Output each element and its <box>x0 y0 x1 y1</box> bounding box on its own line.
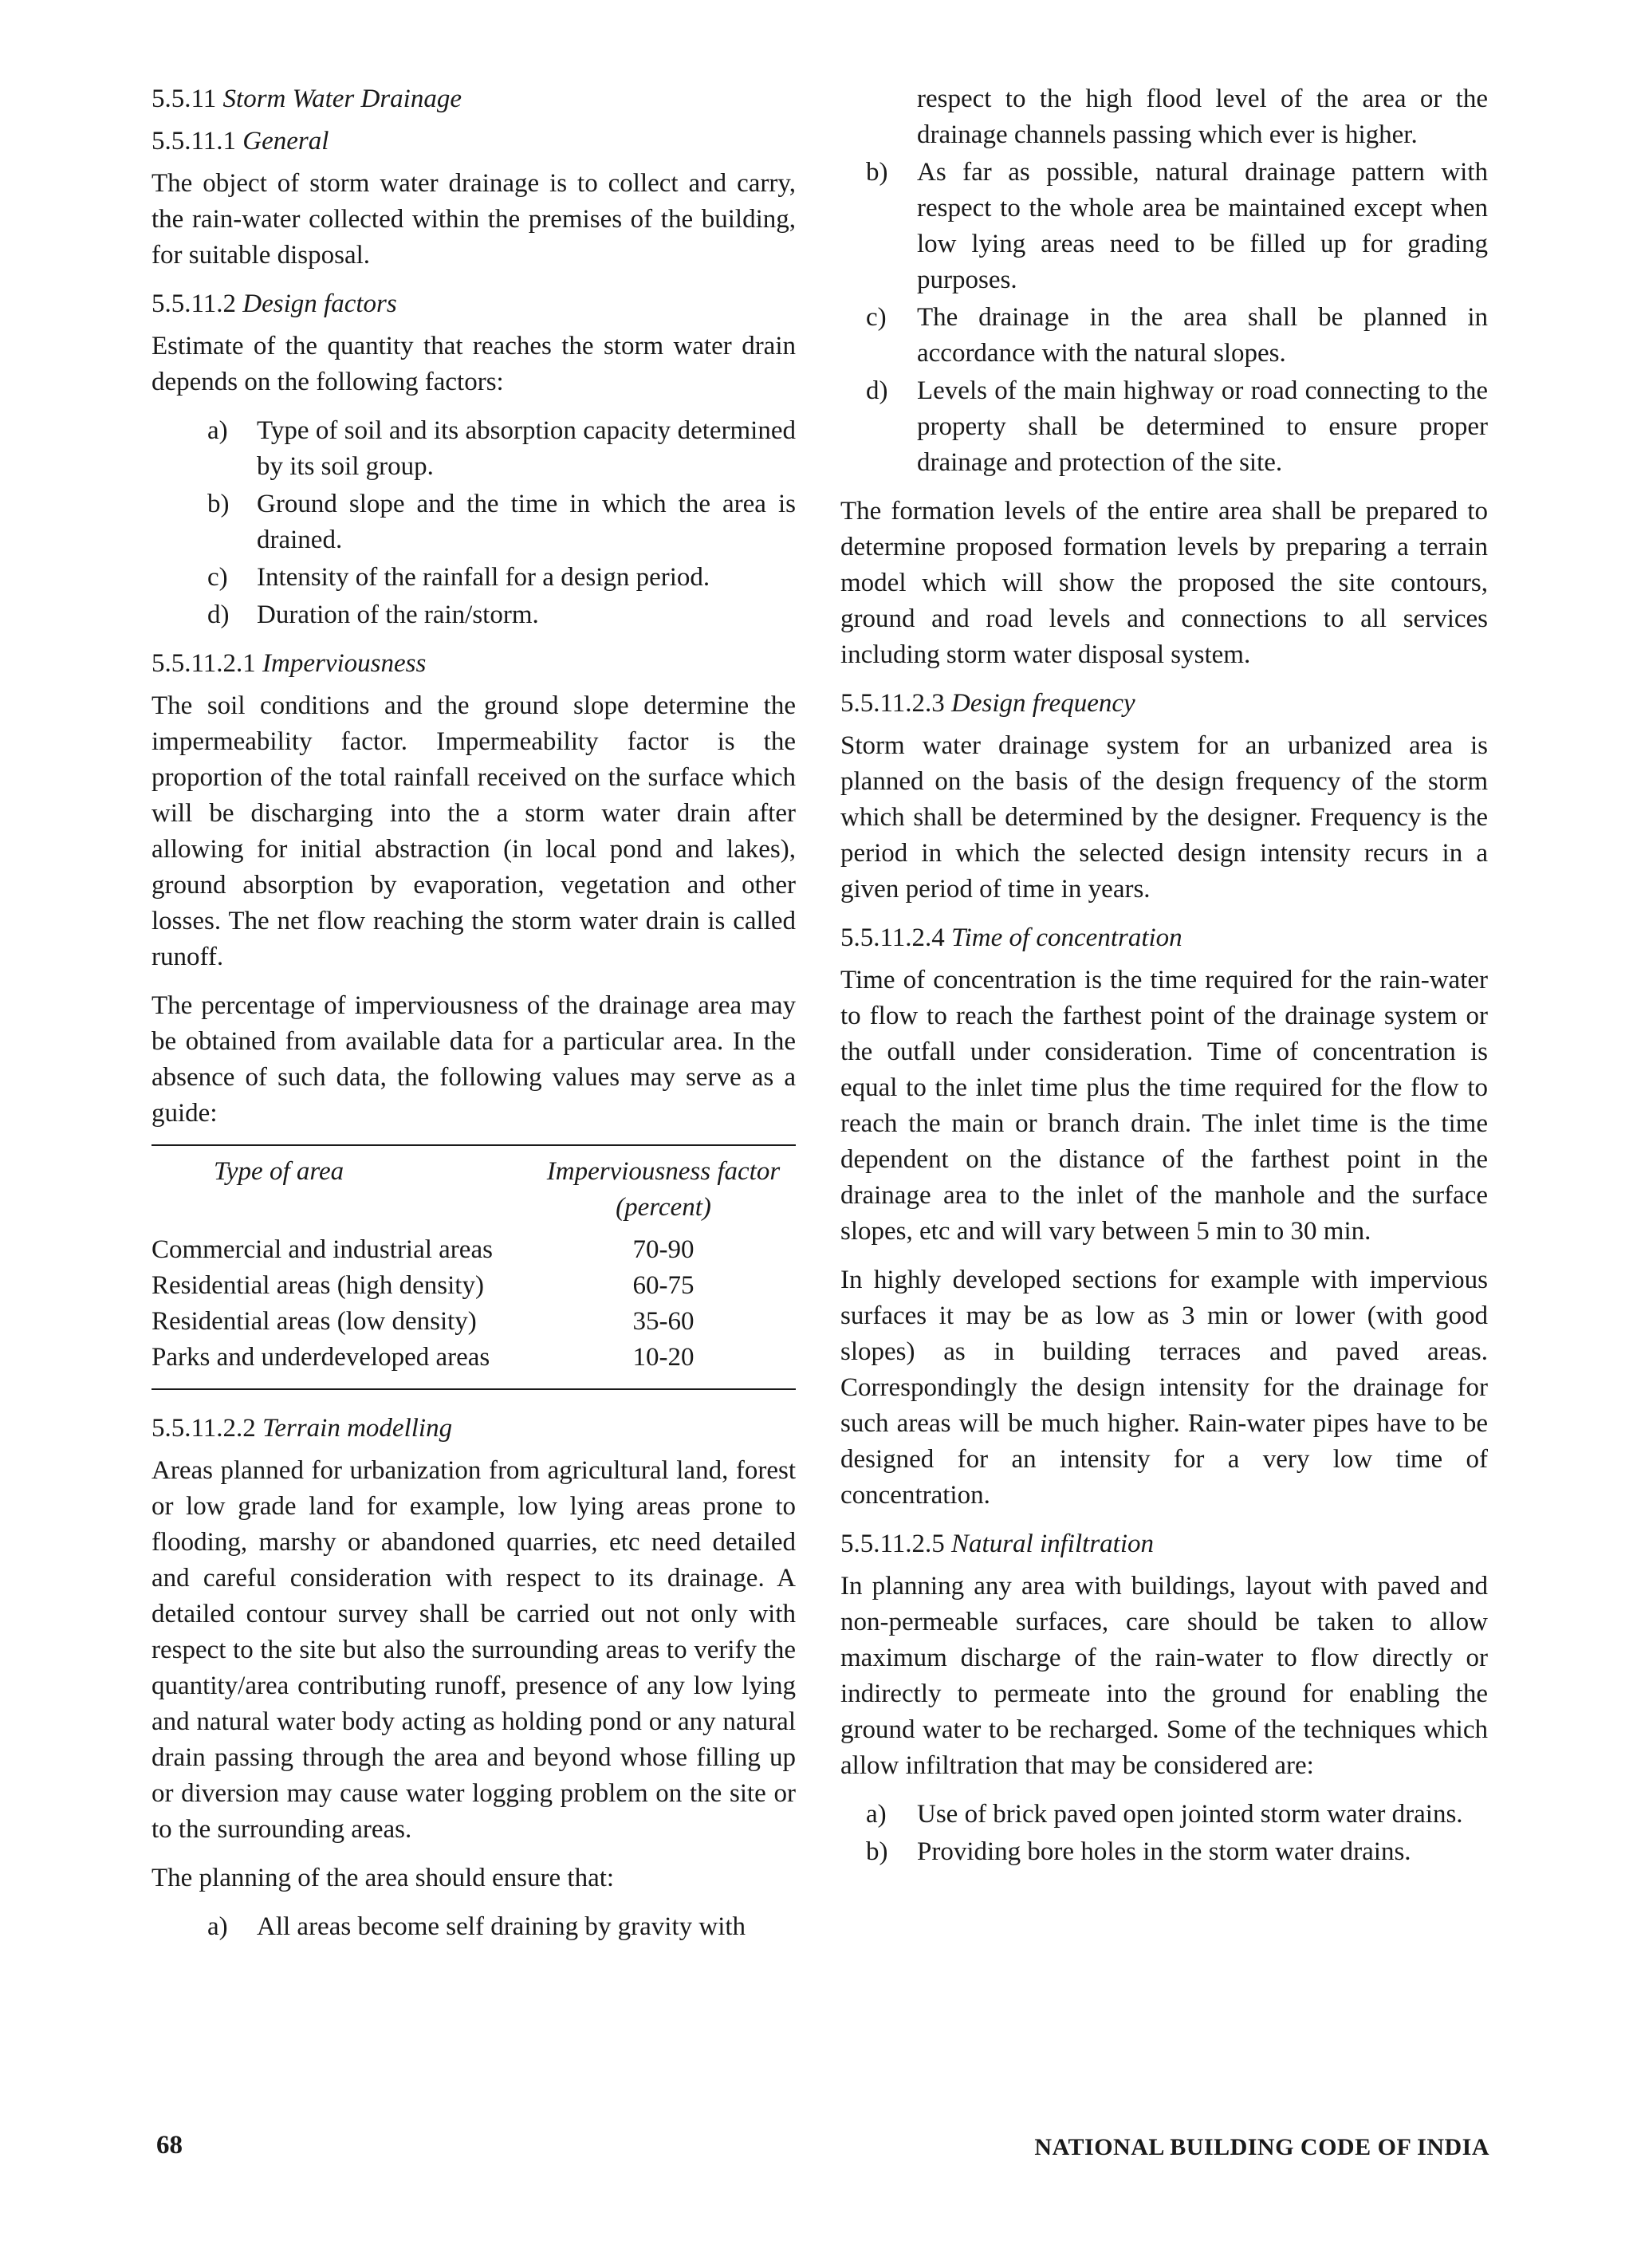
table-row <box>151 1268 796 1304</box>
paragraph-infiltration: In planning any area with buildings, layout with paved and non-permeable surfaces, care should be taken to allow maximum discharge of the rain-water to flow directly or indirectly to permeate into the ground for enabling the ground water to be recharged. Some of the techniques which allow infiltration that may be considered are: <box>840 1572 1488 1780</box>
heading-title: Design factors <box>242 289 397 318</box>
table-cell-area: Residential areas (low density) <box>151 1307 477 1336</box>
list-item <box>840 1834 1488 1870</box>
heading-title: Terrain modelling <box>262 1414 453 1443</box>
list-marker: d) <box>866 376 888 405</box>
paragraph-time-1: Time of concentration is the time required for the rain-water to flow to reach the farthest point of the drainage system or the outfall under consideration. Time of concentration is equal to the inlet time plus the time required for the flow to reach the main or branch drain. The inlet time is the time dependent on the distance of the farthest point in the drainage area to the inlet of the manhole and the surface slopes, etc and will vary between 5 min to 30 min. <box>840 966 1488 1246</box>
paragraph-formation-levels: The formation levels of the entire area shall be prepared to determine proposed formation levels by preparing a terrain model which will show the proposed the site contours, ground and road levels and connections to all services including storm water disposal system. <box>840 497 1488 669</box>
list-item <box>151 560 796 596</box>
list-item <box>840 300 1488 372</box>
table-cell-area: Residential areas (high density) <box>151 1271 484 1300</box>
list-text: Use of brick paved open jointed storm water drains. <box>917 1800 1463 1829</box>
table-header-row <box>151 1145 796 1232</box>
heading-title: General <box>242 127 329 156</box>
list-text: respect to the high flood level of the area or the drainage channels passing which ever is higher. <box>917 85 1488 149</box>
paragraph-factors-intro: Estimate of the quantity that reaches the storm water drain depends on the following factors: <box>151 332 796 396</box>
running-footer-title: NATIONAL BUILDING CODE OF INDIA <box>1034 2134 1489 2160</box>
table-cell-area: Commercial and industrial areas <box>151 1235 493 1264</box>
list-text: Ground slope and the time in which the area is drained. <box>257 490 796 554</box>
list-marker: b) <box>207 490 230 518</box>
column-header-line-1: Imperviousness factor <box>546 1157 781 1186</box>
list-text: Duration of the rain/storm. <box>257 600 539 629</box>
list-item <box>840 373 1488 481</box>
planning-list-start <box>151 1909 796 1945</box>
page-number: 68 <box>156 2131 183 2160</box>
list-item <box>151 486 796 558</box>
heading-title: Imperviousness <box>262 649 427 678</box>
heading-terrain-modelling <box>151 1411 796 1447</box>
heading-natural-infiltration <box>840 1526 1488 1562</box>
list-text: The drainage in the area shall be planned in accordance with the natural slopes. <box>917 303 1488 368</box>
heading-number: 5.5.11.2.2 <box>151 1414 256 1443</box>
heading-title: Time of concentration <box>951 923 1182 952</box>
list-item-continuation <box>840 81 1488 153</box>
list-marker: c) <box>866 303 887 332</box>
table-cell-value: 10-20 <box>632 1343 695 1372</box>
right-column <box>840 81 1488 1883</box>
list-marker: a) <box>866 1800 887 1829</box>
left-column <box>151 81 796 1958</box>
factors-list <box>151 413 796 633</box>
column-header-imperviousness <box>531 1145 796 1232</box>
heading-storm-water-drainage <box>151 81 796 117</box>
list-item <box>151 1909 796 1945</box>
list-marker: a) <box>207 1912 228 1941</box>
heading-number: 5.5.11.2.5 <box>840 1530 945 1558</box>
heading-number: 5.5.11.1 <box>151 127 237 156</box>
table-cell-area: Parks and underdeveloped areas <box>151 1343 490 1372</box>
heading-imperviousness <box>151 646 796 682</box>
list-item <box>840 1797 1488 1833</box>
list-text: Levels of the main highway or road connecting to the property shall be determined to ensure proper drainage and protection of the site. <box>917 376 1488 477</box>
heading-title: Design frequency <box>951 689 1135 718</box>
list-marker: b) <box>866 1837 888 1866</box>
table-row <box>151 1340 796 1389</box>
list-marker: d) <box>207 600 230 629</box>
heading-general <box>151 124 796 159</box>
heading-number: 5.5.11 <box>151 85 217 113</box>
list-item <box>151 597 796 633</box>
heading-number: 5.5.11.2 <box>151 289 237 318</box>
paragraph-time-2: In highly developed sections for example with impervious surfaces it may be as low as 3 min or lower (with good slopes) as in building terraces and paved areas. Correspondingly the design intensity for the drainage for such areas will be much higher. Rain-water pipes have to be designed for an intensity for a very low time of concentration. <box>840 1266 1488 1510</box>
table-cell-value: 35-60 <box>632 1307 695 1336</box>
list-marker-empty <box>840 81 917 153</box>
list-item <box>151 413 796 485</box>
table-cell-value: 60-75 <box>632 1271 695 1300</box>
heading-design-factors <box>151 286 796 322</box>
heading-title: Storm Water Drainage <box>222 85 462 113</box>
table-cell-value: 70-90 <box>632 1235 695 1264</box>
list-item <box>840 155 1488 298</box>
paragraph-frequency: Storm water drainage system for an urbanized area is planned on the basis of the design frequency of the storm which shall be determined by the designer. Frequency is the period in which the selected design intensity recurs in a given period of time in years. <box>840 731 1488 904</box>
heading-design-frequency <box>840 686 1488 722</box>
list-text: As far as possible, natural drainage pattern with respect to the whole area be maintained except when low lying areas need to be filled up for grading purposes. <box>917 158 1488 294</box>
techniques-list <box>840 1797 1488 1870</box>
heading-number: 5.5.11.2.3 <box>840 689 945 718</box>
paragraph-general: The object of storm water drainage is to collect and carry, the rain-water collected within the premises of the building, for suitable disposal. <box>151 169 796 270</box>
imperviousness-table <box>151 1144 796 1390</box>
paragraph-terrain: Areas planned for urbanization from agricultural land, forest or low grade land for example, low lying areas prone to flooding, marshy or abandoned quarries, etc need detailed and careful consideration with respect to its drainage. A detailed contour survey shall be carried out not only with respect to the site but also the surrounding areas to verify the quantity/area contributing runoff, presence of any low lying and natural water body acting as holding pond or any natural drain passing through the area and beyond whose filling up or diversion may cause water logging problem on the site or to the surrounding areas. <box>151 1456 796 1844</box>
paragraph-planning-intro: The planning of the area should ensure that: <box>151 1864 615 1892</box>
list-marker: a) <box>207 416 228 445</box>
list-text: Intensity of the rainfall for a design period. <box>257 563 710 592</box>
paragraph-imperviousness-2: The percentage of imperviousness of the drainage area may be obtained from available data for a particular area. In the absence of such data, the following values may serve as a guide: <box>151 991 796 1128</box>
column-header-line-2: (percent) <box>616 1193 711 1222</box>
list-text: Providing bore holes in the storm water drains. <box>917 1837 1411 1866</box>
list-marker: c) <box>207 563 228 592</box>
list-marker: b) <box>866 158 888 187</box>
planning-list-continued <box>840 81 1488 481</box>
paragraph-imperviousness-1: The soil conditions and the ground slope determine the impermeability factor. Impermeability factor is the proportion of the total rainfall received on the surface which will be discharging into the a storm water drain after allowing for initial abstraction (in local pond and lakes), ground absorption by evaporation, vegetation and other losses. The net flow reaching the storm water drain is called runoff. <box>151 691 796 971</box>
column-header-type-of-area: Type of area <box>214 1157 344 1186</box>
table-row <box>151 1232 796 1268</box>
list-text: Type of soil and its absorption capacity determined by its soil group. <box>257 416 796 481</box>
heading-title: Natural infiltration <box>951 1530 1154 1558</box>
table-row <box>151 1304 796 1340</box>
heading-number: 5.5.11.2.1 <box>151 649 256 678</box>
heading-number: 5.5.11.2.4 <box>840 923 945 952</box>
heading-time-of-concentration <box>840 920 1488 956</box>
list-text: All areas become self draining by gravity with <box>257 1912 746 1941</box>
